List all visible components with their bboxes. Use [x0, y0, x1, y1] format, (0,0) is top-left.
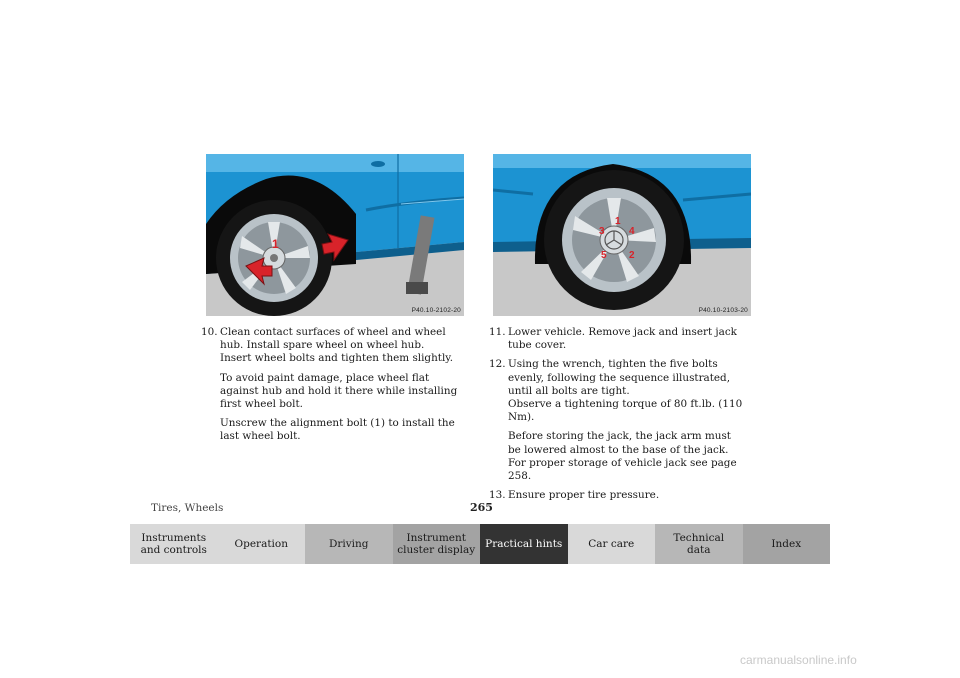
bolt-label-4: 4	[629, 226, 635, 237]
section-title: Tires, Wheels	[151, 502, 224, 514]
step-11	[489, 326, 747, 352]
figure-code: P40.10-2102-20	[411, 307, 461, 314]
callout-label-1: 1	[272, 237, 279, 251]
step-text: Clean contact surfaces of wheel and wheel hub. Install spare wheel on wheel hub. Insert wheel bolts and tighten them slightly.	[220, 326, 454, 365]
alignment-bolt-note: Unscrew the alignment bolt (1) to install the last wheel bolt.	[220, 417, 455, 443]
bolt-label-1: 1	[615, 216, 621, 227]
tab-practical-hints[interactable]: Practical hints	[480, 524, 568, 564]
step-number: 10.	[201, 326, 218, 338]
chapter-nav	[130, 524, 830, 564]
step-text: Lower vehicle. Remove jack and insert jack tube cover.	[508, 326, 737, 352]
car-wheel-illustration	[206, 154, 464, 316]
step-13	[489, 489, 747, 502]
tab-instruments-and-controls[interactable]: Instruments and controls	[130, 524, 218, 564]
watermark: carmanualsonline.info	[740, 653, 857, 667]
step-text: Ensure proper tire pressure.	[508, 489, 660, 502]
tab-operation[interactable]: Operation	[218, 524, 306, 564]
tab-car-care[interactable]: Car care	[568, 524, 656, 564]
left-column	[201, 326, 459, 450]
step-number: 11.	[489, 326, 506, 338]
figure-bolt-sequence	[493, 154, 751, 316]
step-10	[201, 326, 459, 366]
bolt-label-3: 3	[599, 226, 605, 237]
paint-damage-note: To avoid paint damage, place wheel flat against hub and hold it there while installing first wheel bolt.	[220, 371, 458, 411]
torque-spec: Observe a tightening torque of 80 ft.lb. (110 Nm).	[508, 398, 743, 424]
wheel-bolt-illustration	[493, 154, 751, 316]
right-column	[489, 326, 747, 502]
step-12	[489, 358, 747, 424]
page-number: 265	[470, 501, 493, 514]
step-number: 12.	[489, 358, 506, 371]
tab-technical-data[interactable]: Technical data	[655, 524, 743, 564]
bolt-label-2: 2	[629, 250, 635, 261]
step-text: Using the wrench, tighten the five bolts evenly, following the sequence illustrated, until all bolts are tight.	[508, 358, 731, 397]
figure-code: P40.10-2103-20	[698, 307, 748, 314]
bolt-label-5: 5	[601, 250, 607, 261]
step-number: 13.	[489, 489, 506, 502]
figure-spare-wheel-install	[206, 154, 464, 316]
tab-driving[interactable]: Driving	[305, 524, 393, 564]
tab-index[interactable]: Index	[743, 524, 831, 564]
tab-instrument-cluster-display[interactable]: Instrument cluster display	[393, 524, 481, 564]
step-text-block	[508, 358, 747, 424]
jack-storage-note: Before storing the jack, the jack arm must be lowered almost to the base of the jack. For proper storage of vehicle jack see page 258.	[508, 430, 737, 483]
